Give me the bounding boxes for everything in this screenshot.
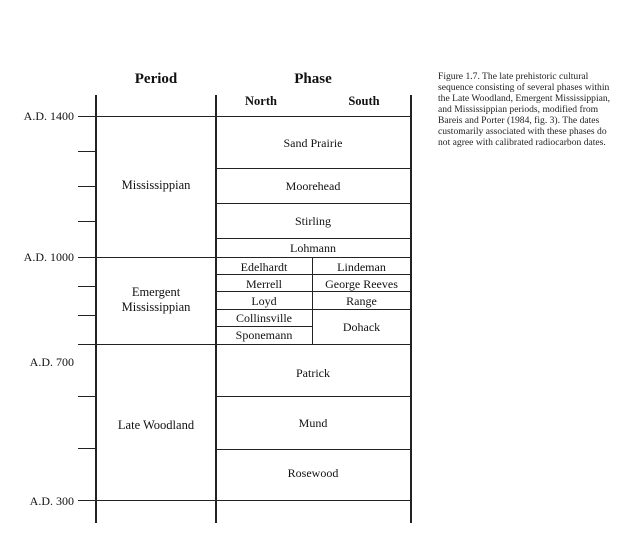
phase-merrell: Merrell [246, 277, 282, 291]
axis-tick [78, 396, 95, 397]
date-label-ad-300: A.D. 300 [29, 494, 74, 508]
phase-divider [216, 309, 411, 310]
phase-divider [216, 291, 411, 292]
phase-mund: Mund [298, 416, 328, 430]
period-column-header: Period [134, 71, 178, 87]
phase-column-header: Phase [294, 71, 332, 87]
phase-range: Range [346, 294, 377, 308]
date-label-ad-700: A.D. 700 [29, 355, 74, 369]
phase-divider [216, 396, 411, 397]
divider-ad-300 [78, 500, 411, 501]
period-emergent-line2: Mississippian [121, 300, 191, 314]
phase-patrick: Patrick [296, 366, 330, 380]
period-emergent-line1: Emergent [131, 285, 181, 299]
phase-lindeman: Lindeman [337, 260, 386, 274]
phase-sand-prairie: Sand Prairie [283, 136, 343, 150]
phase-divider [216, 326, 313, 327]
phase-collinsville: Collinsville [235, 311, 292, 325]
phase-divider [216, 449, 411, 450]
phase-divider [216, 168, 411, 169]
divider-ad-1400 [78, 116, 411, 117]
date-label-ad-1000: A.D. 1000 [23, 250, 74, 264]
south-subheader: South [348, 94, 380, 108]
phase-stirling: Stirling [294, 214, 331, 228]
axis-tick [78, 448, 95, 449]
divider-ad-1000 [78, 257, 411, 258]
axis-tick [78, 286, 95, 287]
period-emergent-mississippian [96, 285, 216, 315]
phase-lohmann: Lohmann [290, 241, 336, 255]
phase-rosewood: Rosewood [287, 466, 339, 480]
axis-tick [78, 315, 95, 316]
figure-caption: Figure 1.7. The late prehistoric cultural sequence consisting of several phases within the Late Woodland, Emergent Mississippian, and Mississippian periods, modified from Bareis and Porter (1984, fig. 3). The dates customarily associated with these phases do not agree with calibrated radiocarbon dates. [438, 71, 611, 148]
phase-george-reeves: George Reeves [325, 277, 398, 291]
divider-ad-700 [78, 344, 411, 345]
period-late-woodland: Late Woodland [117, 418, 195, 432]
phase-divider [216, 238, 411, 239]
period-mississippian: Mississippian [121, 178, 191, 192]
phase-sponemann: Sponemann [235, 328, 293, 342]
axis-tick [78, 151, 95, 152]
date-label-ad-1400: A.D. 1400 [23, 109, 74, 123]
axis-tick [78, 186, 95, 187]
phase-divider [216, 203, 411, 204]
phase-edelhardt: Edelhardt [240, 260, 288, 274]
phase-loyd: Loyd [251, 294, 277, 308]
phase-divider [216, 274, 411, 275]
phase-dohack: Dohack [342, 320, 381, 334]
phase-moorehead: Moorehead [285, 179, 341, 193]
north-subheader: North [245, 94, 277, 108]
axis-tick [78, 221, 95, 222]
